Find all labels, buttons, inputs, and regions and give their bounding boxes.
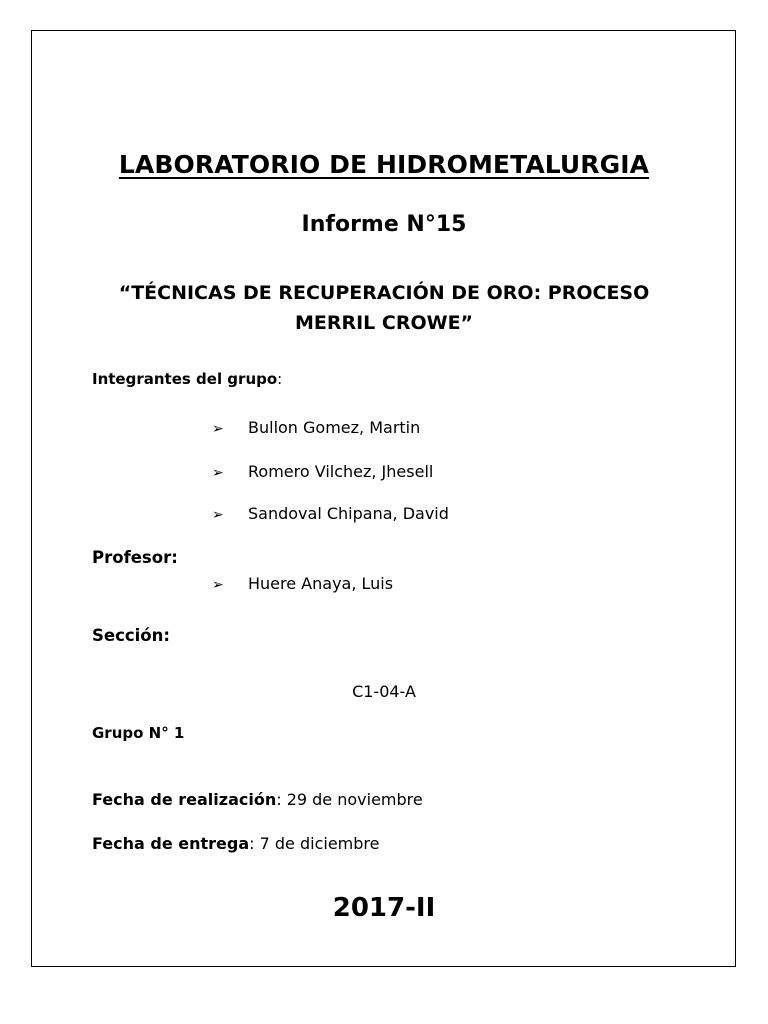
fecha-entrega-label: Fecha de entrega [92, 834, 250, 853]
member-name: Bullon Gomez, Martin [248, 418, 421, 437]
report-number: Informe N°15 [301, 212, 467, 237]
profesor-name: Huere Anaya, Luis [248, 574, 394, 593]
grupo-number: Grupo N° 1 [92, 724, 185, 742]
member-item [212, 462, 433, 481]
report-topic [0, 278, 768, 338]
seccion-value: C1-04-A [352, 682, 416, 701]
fecha-entrega: Fecha de entrega: 7 de diciembre [92, 834, 380, 853]
fecha-entrega-value: 7 de diciembre [259, 834, 380, 853]
fecha-realizacion-label: Fecha de realización [92, 790, 277, 809]
seccion-label: Sección: [92, 626, 170, 645]
member-item [212, 418, 420, 437]
arrow-bullet-icon: ➢ [212, 465, 224, 481]
topic-line-2: MERRIL CROWE” [294, 312, 474, 334]
member-name: Sandoval Chipana, David [248, 504, 449, 523]
arrow-bullet-icon: ➢ [212, 421, 224, 437]
profesor-item [212, 574, 393, 593]
member-name: Romero Vilchez, Jhesell [248, 462, 434, 481]
profesor-label: Profesor: [92, 548, 178, 567]
academic-period: 2017-II [332, 893, 436, 923]
members-label: Integrantes del grupo: [92, 370, 283, 388]
arrow-bullet-icon: ➢ [212, 507, 224, 523]
lab-title: LABORATORIO DE HIDROMETALURGIA [118, 150, 650, 179]
fecha-realizacion-value: 29 de noviembre [286, 790, 423, 809]
member-item [212, 504, 449, 523]
arrow-bullet-icon: ➢ [212, 577, 224, 593]
fecha-realizacion: Fecha de realización: 29 de noviembre [92, 790, 423, 809]
topic-line-1: “TÉCNICAS DE RECUPERACIÓN DE ORO: PROCESO [118, 282, 650, 304]
